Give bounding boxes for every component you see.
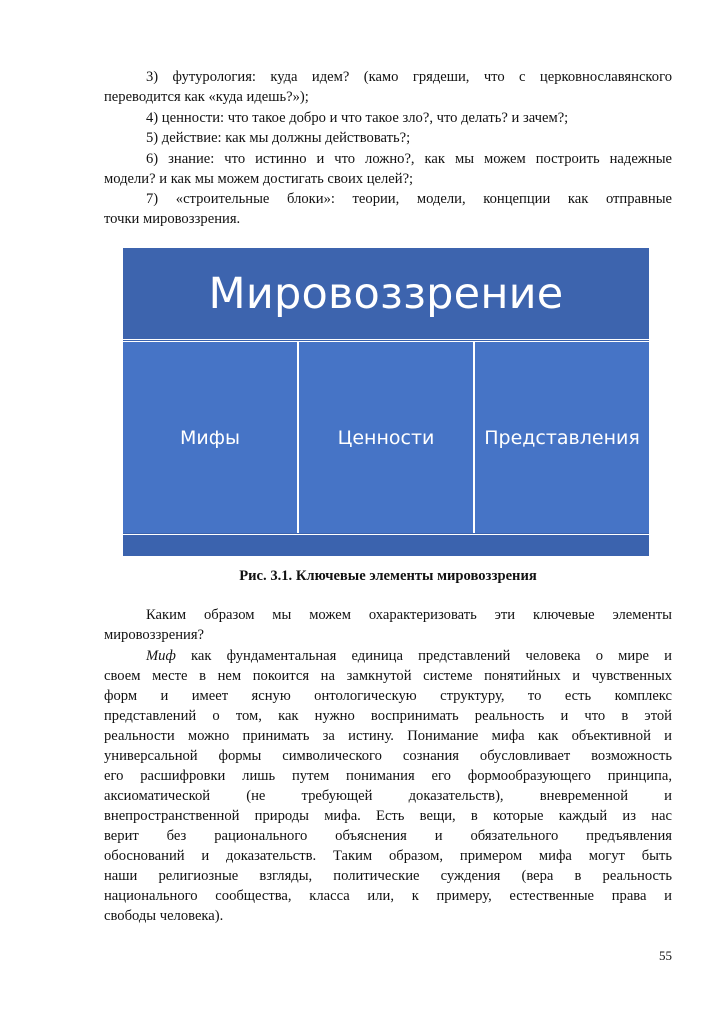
myth-paragraph-line: обоснований и доказательств. Таким образом, примером мифа могут быть — [104, 848, 672, 864]
figure-caption: Рис. 3.1. Ключевые элементы мировоззрения — [239, 568, 537, 584]
diagram-title: Мировоззрение — [208, 268, 564, 319]
myth-paragraph-line: своем месте в нем покоится на замкнутой системе понятийных и чувственных — [104, 668, 672, 684]
myth-paragraph-line: форм и имеет ясную онтологическую структуру, то есть комплекс — [104, 688, 672, 704]
myth-paragraph-line: внепространственной природы мифа. Есть вещи, в которые каждый из нас — [104, 808, 672, 824]
diagram-cells — [123, 341, 649, 533]
myth-paragraph-line: его расшифровки лишь путем понимания его формообразующего принципа, — [104, 768, 672, 784]
page-number: 55 — [659, 948, 672, 963]
question-line: Каким образом мы можем охарактеризовать эти ключевые элементы — [146, 607, 672, 623]
myth-term: Миф — [146, 648, 176, 664]
diagram-cell-values — [299, 341, 475, 533]
myth-paragraph-line: аксиоматической (не требующей доказательств), вневременной и — [104, 788, 672, 804]
diagram-cell-myths — [123, 341, 299, 533]
list-item-futurology-cont: переводится как «куда идешь?»); — [104, 89, 309, 105]
myth-paragraph-line: наши религиозные взгляды, политические суждения (вера в реальность — [104, 868, 672, 884]
myth-paragraph-line: представлений о том, как нужно воспринимать реальность и что в этой — [104, 708, 672, 724]
diagram-cell-representations — [475, 341, 649, 533]
diagram-cell-label: Представления — [484, 426, 640, 449]
worldview-diagram — [123, 248, 649, 555]
list-item-values: 4) ценности: что такое добро и что такое зло?, что делать? и зачем?; — [146, 110, 569, 126]
diagram-cell-label: Ценности — [337, 426, 435, 449]
diagram-cell-label: Мифы — [180, 426, 240, 449]
list-item-action: 5) действие: как мы должны действовать?; — [146, 130, 411, 146]
diagram-footer — [123, 534, 649, 556]
question-line-cont: мировоззрения? — [104, 627, 205, 643]
myth-paragraph-line: универсальной формы символического сознания обусловливает возможность — [104, 748, 672, 764]
myth-paragraph-line: национального сообщества, класса или, к примеру, естественные права и — [104, 888, 672, 904]
list-item-futurology: 3) футурология: куда идем? (камо грядеши, что с церковнославянского — [146, 69, 672, 85]
list-item-building-blocks-cont: точки мировоззрения. — [104, 211, 241, 227]
diagram-header — [123, 248, 649, 340]
list-item-knowledge: 6) знание: что истинно и что ложно?, как мы можем построить надежные — [146, 151, 672, 167]
myth-paragraph-first-line — [146, 647, 672, 666]
list-item-knowledge-cont: модели? и как мы можем достигать своих целей?; — [104, 171, 414, 187]
myth-first-line-rest: как фундаментальная единица представлений человека о мире и — [175, 648, 672, 664]
myth-paragraph-last-line: свободы человека). — [104, 908, 224, 924]
myth-paragraph-line: реальности можно принимать за истину. Понимание мифа как объективной и — [104, 728, 672, 744]
list-item-building-blocks: 7) «строительные блоки»: теории, модели, концепции как отправные — [146, 191, 672, 207]
myth-paragraph-line: верит без рационального объяснения и обязательного предъявления — [104, 828, 672, 844]
